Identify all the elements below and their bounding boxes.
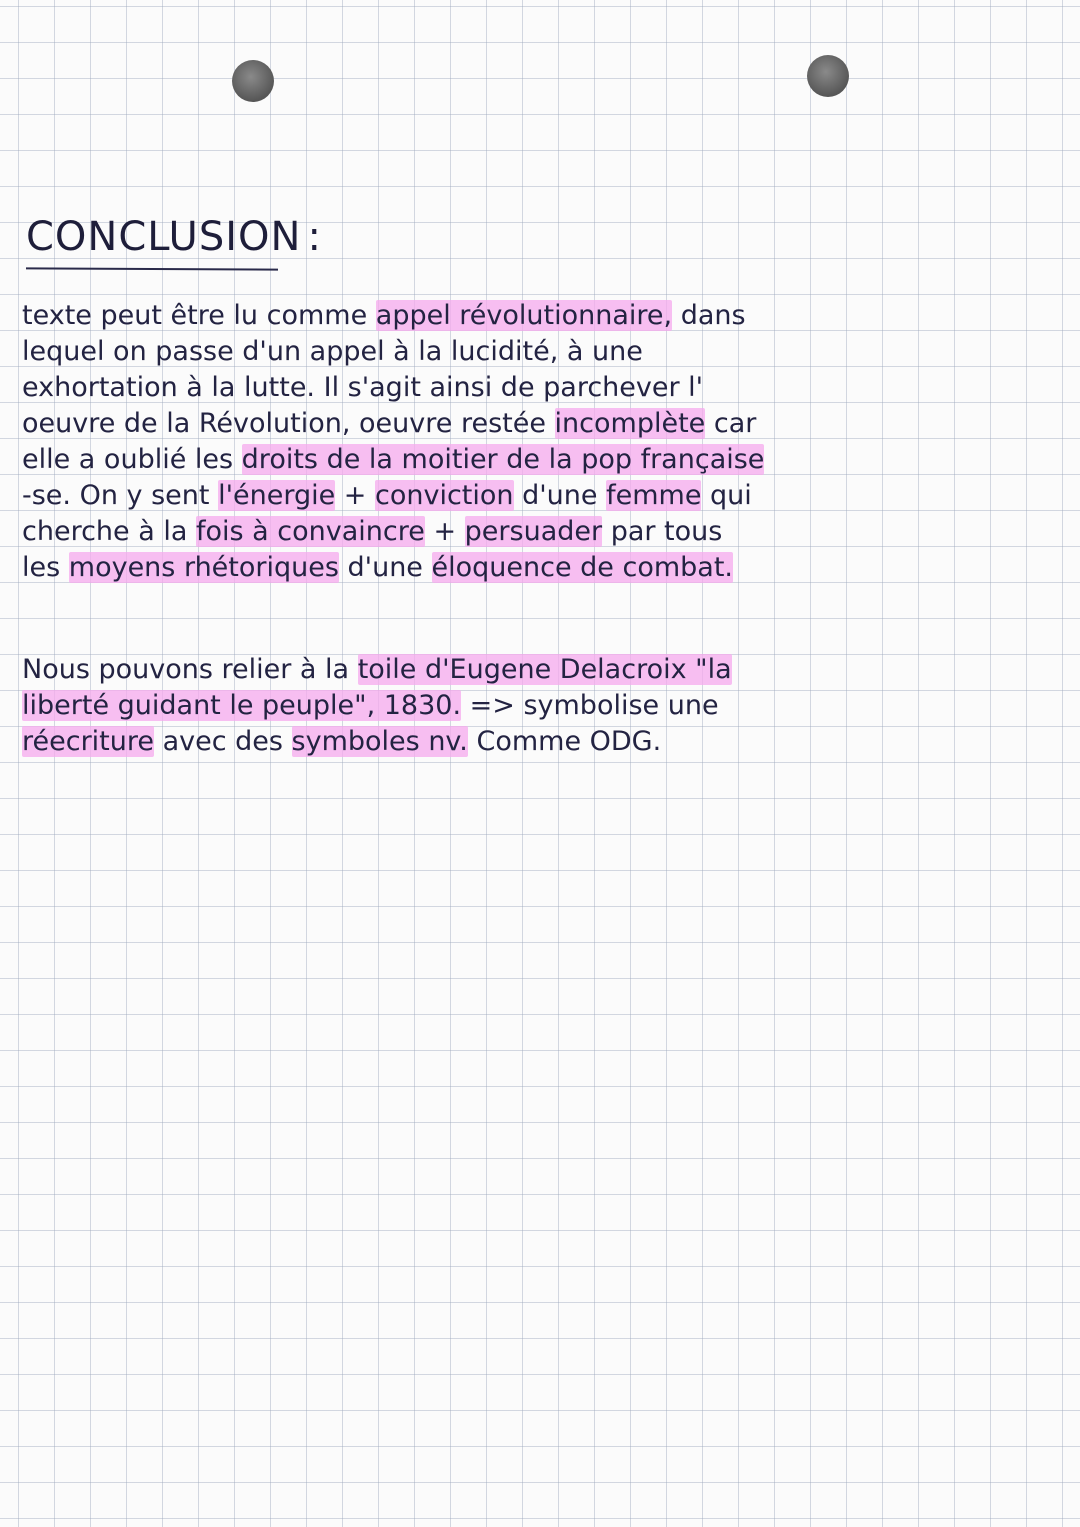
conclusion-paragraph xyxy=(22,298,1062,586)
line-text: qui xyxy=(701,480,752,511)
text-line xyxy=(22,334,1062,370)
title-text: CONCLUSION xyxy=(26,214,302,260)
text-line xyxy=(22,550,1062,586)
line-text: avec des xyxy=(154,726,292,757)
text-line xyxy=(22,370,1062,406)
delacroix-paragraph xyxy=(22,652,1062,760)
highlighted-text: persuader xyxy=(464,516,603,547)
line-text: + xyxy=(335,480,375,511)
line-text: lequel on passe d'un appel à la lucidité, à une xyxy=(22,336,643,367)
line-text: exhortation à la lutte. Il s'agit ainsi de parchever l' xyxy=(22,372,704,403)
highlighted-text: femme xyxy=(606,480,702,511)
line-text: => symbolise une xyxy=(461,690,719,721)
line-text: -se. On y sent xyxy=(22,480,219,511)
line-text: Comme ODG. xyxy=(467,726,662,757)
line-text: d'une xyxy=(513,480,607,511)
highlighted-text: réecriture xyxy=(22,726,154,757)
highlighted-text: toile d'Eugene Delacroix "la xyxy=(357,654,732,685)
text-line xyxy=(22,688,1062,724)
line-text: oeuvre de la Révolution, oeuvre restée xyxy=(22,408,555,439)
page-title xyxy=(26,214,322,260)
highlighted-text: fois à convaincre xyxy=(195,516,425,547)
highlighted-text: conviction xyxy=(375,480,514,511)
line-text: d'une xyxy=(338,552,432,583)
text-line xyxy=(22,442,1062,478)
text-line xyxy=(22,478,1062,514)
line-text: dans xyxy=(672,300,746,331)
highlighted-text: incomplète xyxy=(554,408,706,439)
line-text: elle a oublié les xyxy=(22,444,242,475)
title-underline xyxy=(26,267,278,270)
text-line xyxy=(22,298,1062,334)
line-text: car xyxy=(705,408,757,439)
line-text: par tous xyxy=(602,516,723,547)
line-text: les xyxy=(22,552,69,583)
line-text: texte peut être lu comme xyxy=(22,300,376,331)
line-text: cherche à la xyxy=(22,516,196,547)
text-line xyxy=(22,514,1062,550)
highlighted-text: droits de la moitier de la pop française xyxy=(241,444,765,475)
highlighted-text: l'énergie xyxy=(218,480,336,511)
text-line xyxy=(22,406,1062,442)
highlighted-text: liberté guidant le peuple", 1830. xyxy=(22,690,462,721)
line-text: Nous pouvons relier à la xyxy=(22,654,358,685)
highlighted-text: appel révolutionnaire, xyxy=(375,300,673,331)
text-line xyxy=(22,724,1062,760)
punch-hole-right xyxy=(807,55,849,97)
highlighted-text: symboles nv. xyxy=(291,726,468,757)
title-colon: : xyxy=(307,214,322,260)
punch-hole-left xyxy=(232,60,274,102)
highlighted-text: moyens rhétoriques xyxy=(68,552,339,583)
highlighted-text: éloquence de combat. xyxy=(431,552,733,583)
text-line xyxy=(22,652,1062,688)
line-text: + xyxy=(424,516,465,547)
